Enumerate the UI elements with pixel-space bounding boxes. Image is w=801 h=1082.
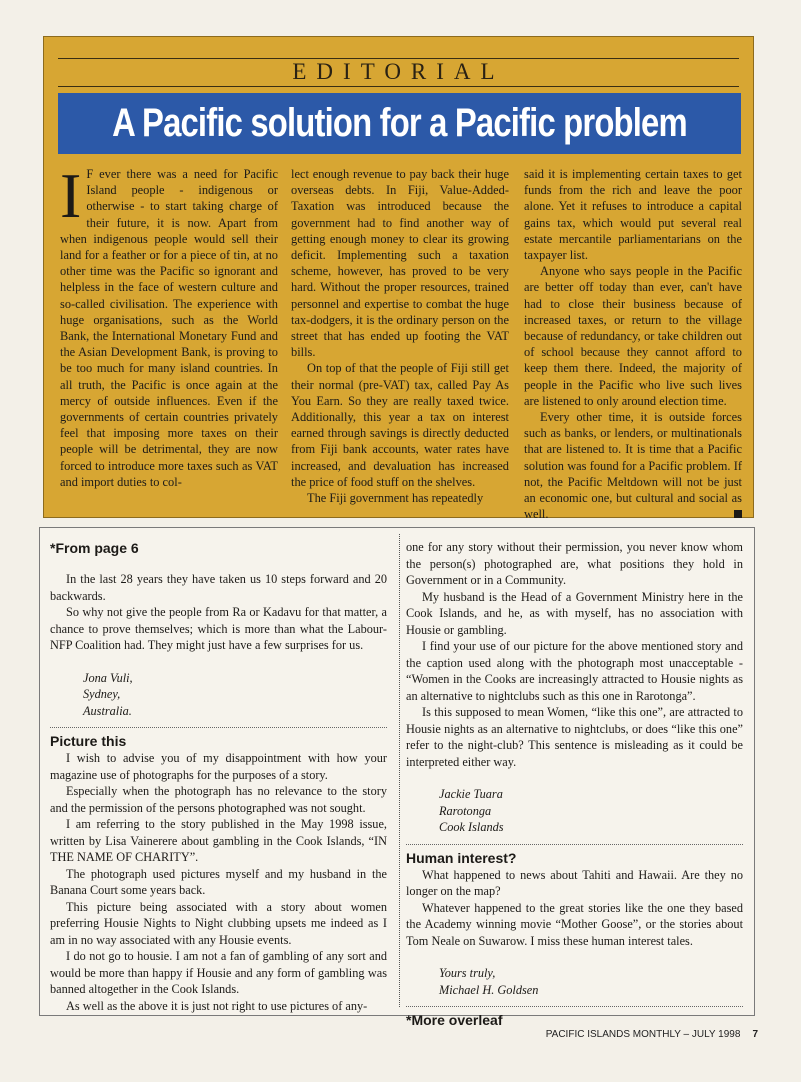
- signature-line: Australia.: [83, 703, 132, 718]
- letters-column-2: [406, 539, 743, 1029]
- editorial-paragraph: I F ever there was a need for Pacific Island people - indigenous or otherwise - to start taking charge of their future, it is now. Apart from when indigenous people would sell their land for a feather or for a piece of tin, at no other time was the Pacific so ignorant and helpless in the face of western culture and so-called civilisation. The experience with huge organisations, such as the World Bank, the International Monetary Fund and the Asian Development Bank, is proving to be too much for many island countries. In all truth, the Pacific is once again at the mercy of outside influences. Even if the governments of certain countries privately feel that imposing more taxes on their people will be detrimental, they are now forced to introduce more taxes such as VAT and import duties to col-: [60, 160, 278, 489]
- signature-line: Sydney,: [83, 687, 121, 701]
- headline-banner: [58, 93, 741, 154]
- signature-line: Cook Islands: [439, 820, 504, 834]
- letter-paragraph: Whatever happened to the great stories like the one they based the Academy winning movie “Mother Goose”, or the stories about Tom Neale on Suwarow. I miss these human interest tales.: [406, 900, 743, 948]
- letter-paragraph: I find your use of our picture for the above mentioned story and the caption used along with the photograph most unacceptable - “Women in the Cooks are increasingly attracted to Housie nights as an alternative to nightclubs such as this one in Rarotonga”.: [406, 639, 743, 703]
- editorial-headline: A Pacific solution for a Pacific problem: [112, 101, 687, 145]
- editorial-paragraph: The Fiji government has repeatedly: [307, 491, 484, 506]
- letter-paragraph: So why not give the people from Ra or Kadavu for that matter, a chance to prove themselves; which is more than what the Labour-NFP Coalition had. They might just have a few surprises for us.: [50, 605, 387, 652]
- letter-paragraph: My husband is the Head of a Government Ministry here in the Cook Islands, and he, as with myself, has no association with Housie or gambling.: [406, 589, 743, 637]
- letter-heading-picture-this: Picture this: [50, 733, 127, 749]
- editorial-paragraph: said it is implementing certain taxes to get funds from the rich and leave the poor alone. Yet it refuses to introduce a capital gains tax, which would put several real estate mercantile parliamentarians on the taxpayer list.: [524, 167, 742, 263]
- letter-heading-from-page: *From page 6: [50, 540, 139, 556]
- letter-paragraph: This picture being associated with a story about women preferring Housie Nights to Night clubbing upsets me indeed as I am in no way associated with any Housie events.: [50, 899, 387, 947]
- letter-paragraph: In the last 28 years they have taken us 10 steps forward and 20 backwards.: [50, 572, 387, 603]
- page-number: 7: [752, 1029, 758, 1040]
- letter-paragraph: Is this supposed to mean Women, “like this one”, are attracted to Housie nights as an alternative to nightclubs, or does “like this one” refer to the night-club? This sentence is misleading as it could be interpreted either way.: [406, 705, 743, 769]
- letter-paragraph: one for any story without their permission, you never know whom the person(s) photographed are, what positions they hold in Government or in a Community.: [406, 540, 743, 587]
- editorial-paragraph: On top of that the people of Fiji still get their normal (pre-VAT) tax, called Pay As You Earn. So they are really taxed twice. Additionally, this year a tax on interest earned through savings is directly deducted from Fiji bank accounts, water rates have increased, and devaluation has increased the price of food stuff on the shelves.: [291, 361, 509, 489]
- letters-box: [39, 527, 755, 1028]
- editorial-paragraph: Anyone who says people in the Pacific are better off today than ever, can't have had to close their business because of increased taxes, or return to the village because of redundancy, or take children out of school because they cannot afford to keep them there. Indeed, the majority of people in the Pacific who live such lives are listened to only around election time.: [524, 264, 742, 408]
- letters-column-1: [50, 539, 387, 1014]
- editorial-paragraph: Every other time, it is outside forces such as banks, or lenders, or multinationals that are listened to. It is time that a Pacific solution was found for a Pacific problem. If not, the Pacific Meltdown will not be just an economic one, but cultural and social as well.: [524, 410, 742, 522]
- editorial-box: [43, 36, 754, 522]
- section-divider: [406, 844, 743, 845]
- letter-paragraph: I wish to advise you of my disappointment with how your magazine use of photographs for the purposes of a story.: [50, 751, 387, 782]
- drop-cap: I: [60, 160, 82, 231]
- letter-paragraph: I do not go to housie. I am not a fan of gambling of any sort and would be more than happy if Housie and any form of gambling was banned altogether in the Cook Islands.: [50, 949, 387, 996]
- editorial-column-1: [60, 160, 278, 490]
- letter-paragraph: As well as the above it is just not right to use pictures of any-: [66, 998, 368, 1013]
- column-divider: [399, 534, 400, 1007]
- signature-line: Rarotonga: [439, 803, 492, 818]
- letter-paragraph: What happened to news about Tahiti and Hawaii. Are they no longer on the map?: [406, 867, 743, 898]
- letter-paragraph: The photograph used pictures myself and my husband in the Banana Court some years back.: [50, 866, 387, 897]
- letter-paragraph: I am referring to the story published in the May 1998 issue, written by Lisa Vainerere about gambling in the Cook Islands, “IN THE NAME OF CHARITY”.: [50, 817, 387, 864]
- section-divider: [406, 1006, 743, 1007]
- editorial-kicker: EDITORIAL: [292, 59, 505, 84]
- section-divider: [50, 727, 387, 728]
- editorial-column-2: [291, 166, 509, 506]
- editorial-paragraph: lect enough revenue to pay back their huge overseas debts. In Fiji, Value-Added-Taxation was introduced because the government had to find another way of getting enough money to clear its growing deficit. Implementing such a taxation scheme, however, has proved to be very hard. Without the proper resources, trained personnel and expertise to combat the huge tax-dodgers, it is the ordinary person on the street that has ended up footing the VAT bills.: [291, 167, 509, 360]
- more-overleaf-note: *More overleaf: [406, 1012, 503, 1028]
- letter-paragraph: Especially when the photograph has no relevance to the story and the permission of the persons photographed was not sought.: [50, 784, 387, 815]
- editorial-bottom-rule: [58, 86, 739, 87]
- end-mark-icon: [734, 510, 742, 518]
- page-footer: [546, 1029, 758, 1040]
- signature-line: Jona Vuli,: [83, 670, 133, 685]
- letter-heading-human-interest: Human interest?: [406, 849, 517, 866]
- editorial-column-3: [524, 166, 742, 522]
- signature-line: Michael H. Goldsen: [439, 982, 539, 997]
- publication-line: PACIFIC ISLANDS MONTHLY – JULY 1998: [545, 1029, 741, 1040]
- signature-line: Yours truly,: [439, 966, 496, 980]
- signature-line: Jackie Tuara: [439, 787, 503, 801]
